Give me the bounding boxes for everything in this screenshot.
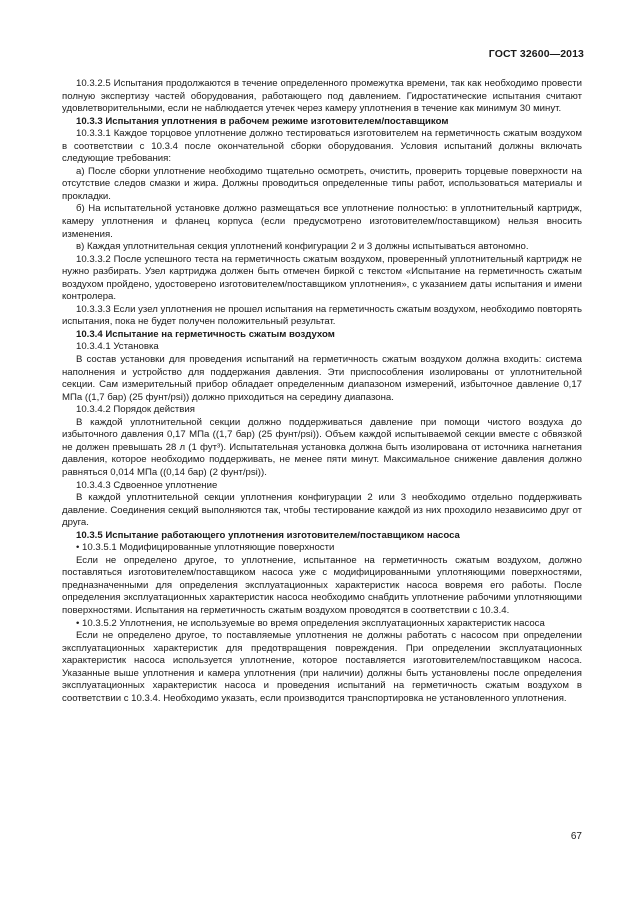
paragraph: В каждой уплотнительной секции должно поддерживаться давление при помощи чистого воздуха до избыточного давления 0,17 МПа ((1,7 бар) (25 фунт/psi)). Объем каждой испытываемой секции вместе с обвязкой не должен превышать 28 л (1 фут³). Испытательная установка должна быть изолирована от источника нагнетания давления, которое необходимо поддерживать, не менее пяти минут. Максимальное снижение давления должно равняться 0,014 МПа ((0,14 бар) (2 фунт/psi)).: [62, 416, 582, 478]
paragraph: В состав установки для проведения испытаний на герметичность сжатым воздухом должна входить: система наполнения и устройство для поддержания давления. Эти приспособления изолированы от уплотнительной секции. Сам измерительный прибор обладает определенным диапазоном измерений, избыточное давление 0,17 МПа ((1,7 бар) (25 фунт/psi)) должно приходиться на середину диапазона.: [62, 354, 582, 403]
subsection-title: 10.3.4.3 Сдвоенное уплотнение: [76, 479, 218, 491]
page-number: 67: [570, 831, 582, 842]
list-item: в) Каждая уплотнительная секция уплотнений конфигурации 2 и 3 должны испытываться автономно.: [76, 241, 529, 253]
list-item: а) После сборки уплотнение необходимо тщательно осмотреть, очистить, проверить торцевые поверхности на отсутствие следов смазки и жира. Должны проводиться определенные типы работ, использоваться материалы и прокладки.: [62, 165, 582, 202]
subsection-title: 10.3.4.2 Порядок действия: [76, 404, 195, 416]
paragraph: 10.3.3.3 Если узел уплотнения не прошел испытания на герметичность сжатым воздухом, необходимо повторять испытания, пока не будет получен положительный результат.: [62, 303, 582, 328]
paragraph: Если не определено другое, то поставляемые уплотнения не должны работать с насосом при определении эксплуатационных характеристик для предотвращения повреждения. При определении эксплуатационных характеристик насоса используется уплотнение, которое поставляется изготовителем/поставщиком насоса. Указанные выше уплотнения и камера уплотнения (при наличии) должны быть установлены после определения эксплуатационных характеристик насоса и проведения испытаний на герметичность сжатым воздухом в соответствии с 10.3.4. Необходимо указать, если производится транспортировка не установленного уплотнения.: [62, 630, 582, 704]
section-heading: 10.3.5 Испытание работающего уплотнения изготовителем/поставщиком насоса: [76, 529, 460, 541]
document-body: [62, 78, 582, 705]
paragraph: 10.3.3.1 Каждое торцовое уплотнение должно тестироваться изготовителем на герметичность сжатым воздухом в соответствии с 10.3.4 после окончательной сборки оборудования. Условия испытаний должны включать следующие требования:: [62, 128, 582, 165]
section-heading: 10.3.4 Испытание на герметичность сжатым воздухом: [76, 328, 335, 340]
standard-header: ГОСТ 32600—2013: [488, 48, 584, 60]
paragraph: В каждой уплотнительной секции уплотнения конфигурации 2 или 3 необходимо отдельно поддерживать давление. Соединения секций выполняются так, чтобы тестирование каждой из них проходило независимо друг от друга.: [62, 492, 582, 529]
subsection-title: • 10.3.5.2 Уплотнения, не используемые во время определения эксплуатационных характеристик насоса: [76, 617, 545, 629]
subsection-title: • 10.3.5.1 Модифицированные уплотняющие поверхности: [76, 542, 335, 554]
paragraph: Если не определено другое, то уплотнение, испытанное на герметичность сжатым воздухом, должно поставляться изготовителем/поставщиком насоса уже с модифицированными уплотняющими поверхностями, предназначенными для определения эксплуатационных характеристик насоса вовремя его работы. После определения эксплуатационных характеристик насоса необходимо снабдить уплотнение рабочими уплотняющими поверхностями. Испытания на герметичность сжатым воздухом проводятся в соответствии с 10.3.4.: [62, 554, 582, 616]
paragraph: 10.3.2.5 Испытания продолжаются в течение определенного промежутка времени, так как необходимо провести полную экспертизу частей оборудования, работающего под давлением. Гидростатические испытания считают удовлетворительными, если не наблюдается утечек через камеру уплотнения в течение как минимум 30 минут.: [62, 78, 582, 115]
list-item: б) На испытательной установке должно размещаться все уплотнение полностью: в уплотнительный картридж, камеру уплотнения и фланец корпуса (если предусмотрено изготовителем/поставщиком) нельзя вносить изменения.: [62, 203, 582, 240]
section-heading: 10.3.3 Испытания уплотнения в рабочем режиме изготовителем/поставщиком: [76, 115, 449, 127]
paragraph: 10.3.3.2 После успешного теста на герметичность сжатым воздухом, проверенный уплотнительный картридж не нужно разбирать. Узел картриджа должен быть отмечен биркой с текстом «Испытание на герметичность сжатым воздухом пройдено, удостоверено изготовителем/поставщиком уплотнения», с указанием даты испытания и имени контролера.: [62, 253, 582, 303]
subsection-title: 10.3.4.1 Установка: [76, 341, 159, 353]
